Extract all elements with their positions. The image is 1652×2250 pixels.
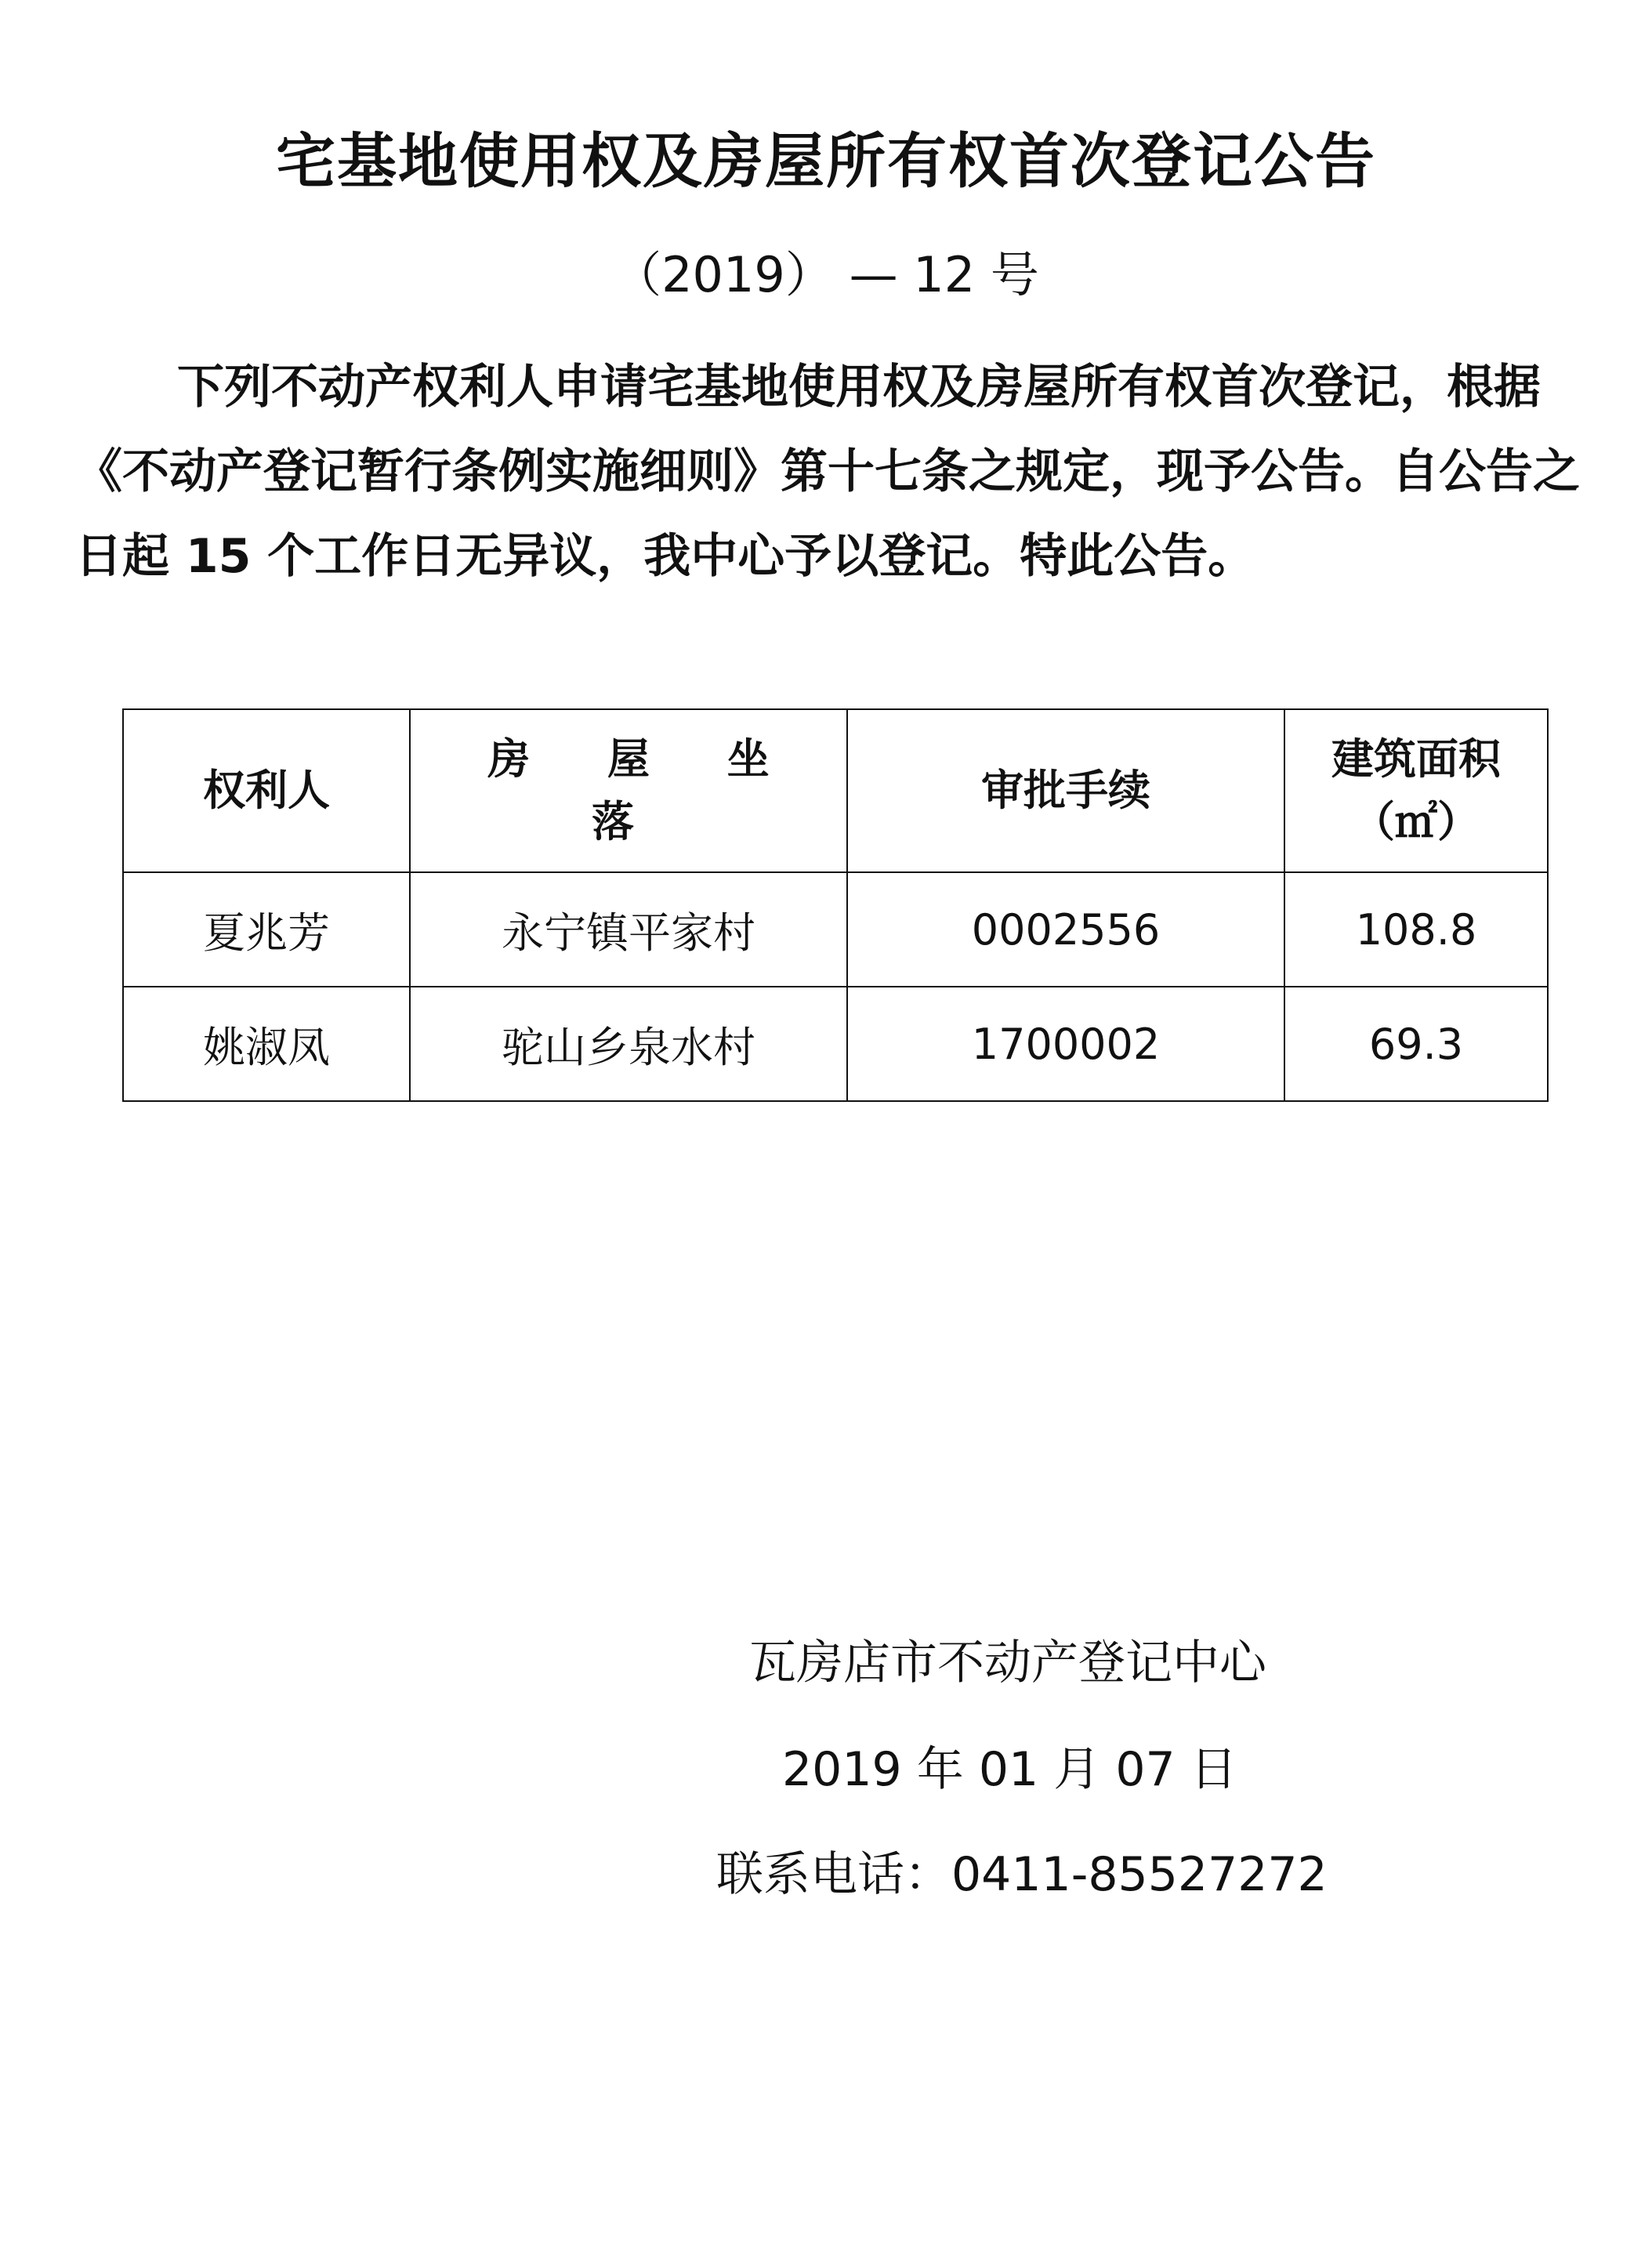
header-location-label: 房 屋 坐 落 <box>487 734 801 846</box>
registration-table-wrapper <box>122 708 1541 1102</box>
table-header-row <box>123 709 1548 872</box>
table-row <box>123 872 1548 987</box>
notice-number: （2019） — 12 号 <box>613 246 1039 303</box>
header-location <box>410 709 847 872</box>
notice-body: 下列不动产权利人申请宅基地使用权及房屋所有权首次登记，根据《不动产登记暂行条例实施细则》第十七条之规定，现予公告。自公告之日起 15 个工作日无异议，我中心予以登记。特此公告。 <box>75 360 1580 584</box>
cell-location: 驼山乡泉水村 <box>410 987 847 1101</box>
cell-owner: 夏兆芳 <box>123 872 410 987</box>
issuing-organization: 瓦房店市不动产登记中心 <box>749 1636 1266 1690</box>
header-area-line1: 建筑面积 <box>1331 734 1501 784</box>
cell-approval: 1700002 <box>847 987 1284 1101</box>
notice-title: 宅基地使用权及房屋所有权首次登记公告 <box>276 126 1376 196</box>
cell-owner: 姚淑凤 <box>123 987 410 1101</box>
header-area <box>1284 709 1548 872</box>
issue-date: 2019 年 01 月 07 日 <box>782 1742 1237 1797</box>
header-approval: 审批手续 <box>847 709 1284 872</box>
header-area-line2: （㎡） <box>1353 797 1480 846</box>
cell-area: 69.3 <box>1284 987 1548 1101</box>
cell-approval: 0002556 <box>847 872 1284 987</box>
cell-area: 108.8 <box>1284 872 1548 987</box>
registration-table <box>122 708 1549 1102</box>
cell-location: 永宁镇平家村 <box>410 872 847 987</box>
table-row <box>123 987 1548 1101</box>
header-owner: 权利人 <box>123 709 410 872</box>
contact-phone: 联系电话：0411-85527272 <box>716 1847 1328 1902</box>
